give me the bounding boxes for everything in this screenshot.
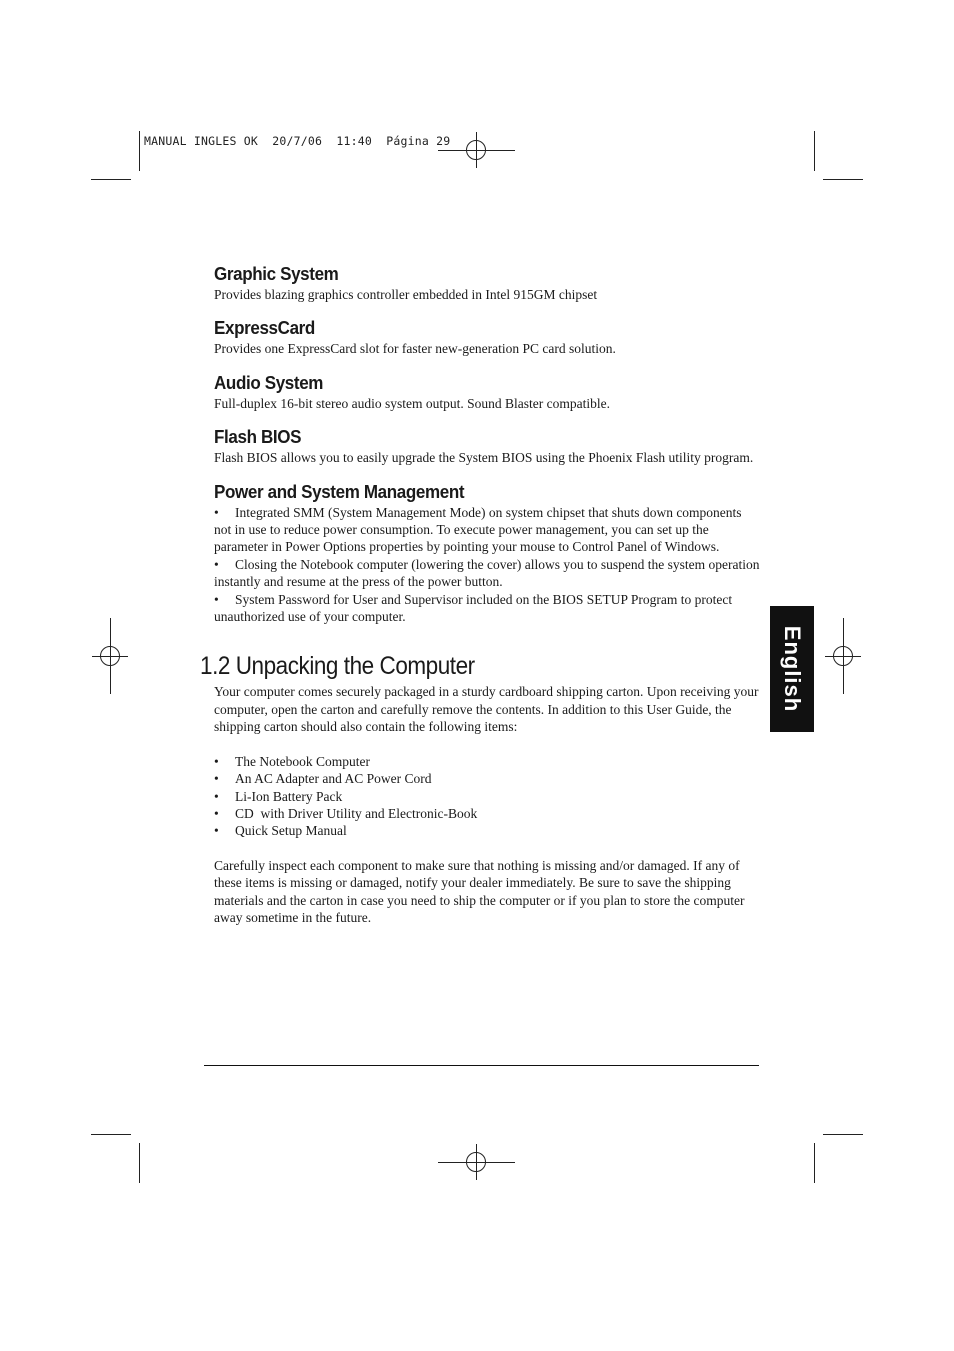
bullet-text: System Password for User and Supervisor included on the BIOS SETUP Program to protect unauthorized use of your computer. xyxy=(214,591,733,625)
section-expresscard xyxy=(214,316,762,357)
chapter-heading: 1.2 Unpacking the Computer xyxy=(200,652,475,681)
language-tab xyxy=(770,606,814,732)
list-item: • Li-Ion Battery Pack xyxy=(214,788,343,804)
section-power-management xyxy=(214,480,762,626)
closing-paragraph: Carefully inspect each component to make sure that nothing is missing and/or damaged. If any of these items is missing or damaged, notify your dealer immediately. Be sure to save the shipping materials and the carton in case you need to ship the computer or if you plan to store the computer away sometime in the future. xyxy=(214,857,745,925)
list-item-text: Quick Setup Manual xyxy=(235,823,347,839)
list-item-text: The Notebook Computer xyxy=(235,753,370,769)
list-item: • An AC Adapter and AC Power Cord xyxy=(214,771,432,787)
registration-mark xyxy=(92,656,128,657)
page-content xyxy=(200,262,762,926)
bullet-item: • Integrated SMM (System Management Mode) on system chipset that shuts down components not in use to reduce power consumption. To execute power management, you can set up the parameter in Power Options properties by pointing your mouse to Control Panel of Windows. xyxy=(214,504,742,555)
section-heading: Power and System Management xyxy=(214,480,465,502)
registration-mark xyxy=(438,1162,515,1163)
list-item-text: Li-Ion Battery Pack xyxy=(235,788,343,804)
section-graphic-system xyxy=(214,262,762,303)
bullet-item: • System Password for User and Supervisor included on the BIOS SETUP Program to protect unauthorized use of your computer. xyxy=(214,591,733,625)
registration-mark xyxy=(825,656,861,657)
crop-mark xyxy=(823,179,863,180)
section-heading: Audio System xyxy=(214,371,324,393)
list-item: • The Notebook Computer xyxy=(214,753,370,769)
language-tab-label: English xyxy=(780,625,805,713)
package-contents-list xyxy=(214,753,762,840)
crop-mark xyxy=(814,131,815,171)
bullet-item: • Closing the Notebook computer (lowering the cover) allows you to suspend the system operation instantly and resume at the press of the power button. xyxy=(214,556,760,590)
section-heading: ExpressCard xyxy=(214,317,315,339)
list-item-text: CD with Driver Utility and Electronic-Book xyxy=(235,805,478,821)
list-item-text: An AC Adapter and AC Power Cord xyxy=(235,771,432,787)
section-text: Provides blazing graphics controller embedded in Intel 915GM chipset xyxy=(214,287,598,302)
list-item: • CD with Driver Utility and Electronic-Book xyxy=(214,805,478,821)
crop-mark xyxy=(91,1134,131,1135)
section-audio-system xyxy=(214,371,762,412)
section-flash-bios xyxy=(214,425,762,466)
crop-mark xyxy=(91,179,131,180)
crop-mark xyxy=(139,1143,140,1183)
section-text: Provides one ExpressCard slot for faster new-generation PC card solution. xyxy=(214,341,616,357)
bullet-text: Integrated SMM (System Management Mode) on system chipset that shuts down components not in use to reduce power consumption. To execute power management, you can set up the parameter in Power Options properties by pointing your mouse to Control Panel of Windows. xyxy=(214,504,742,555)
list-item: • Quick Setup Manual xyxy=(214,823,347,839)
section-text: Full-duplex 16-bit stereo audio system output. Sound Blaster compatible. xyxy=(214,395,610,411)
intro-paragraph: Your computer comes securely packaged in a sturdy cardboard shipping carton. Upon receiving your computer, open the carton and carefully remove the contents. In addition to this User Guide, the shipping carton should also contain the following items: xyxy=(214,684,759,735)
print-slug: MANUAL INGLES OK 20/7/06 11:40 Página 29 xyxy=(144,134,451,148)
bullet-text: Closing the Notebook computer (lowering the cover) allows you to suspend the system operation instantly and resume at the press of the power button. xyxy=(214,556,760,590)
footer-rule xyxy=(204,1065,759,1066)
registration-mark xyxy=(438,150,515,151)
crop-mark xyxy=(814,1143,815,1183)
crop-mark xyxy=(139,131,140,171)
crop-mark xyxy=(823,1134,863,1135)
section-heading: Graphic System xyxy=(214,263,339,284)
section-text: Flash BIOS allows you to easily upgrade the System BIOS using the Phoenix Flash utility program. xyxy=(214,450,754,466)
section-heading: Flash BIOS xyxy=(214,426,302,448)
